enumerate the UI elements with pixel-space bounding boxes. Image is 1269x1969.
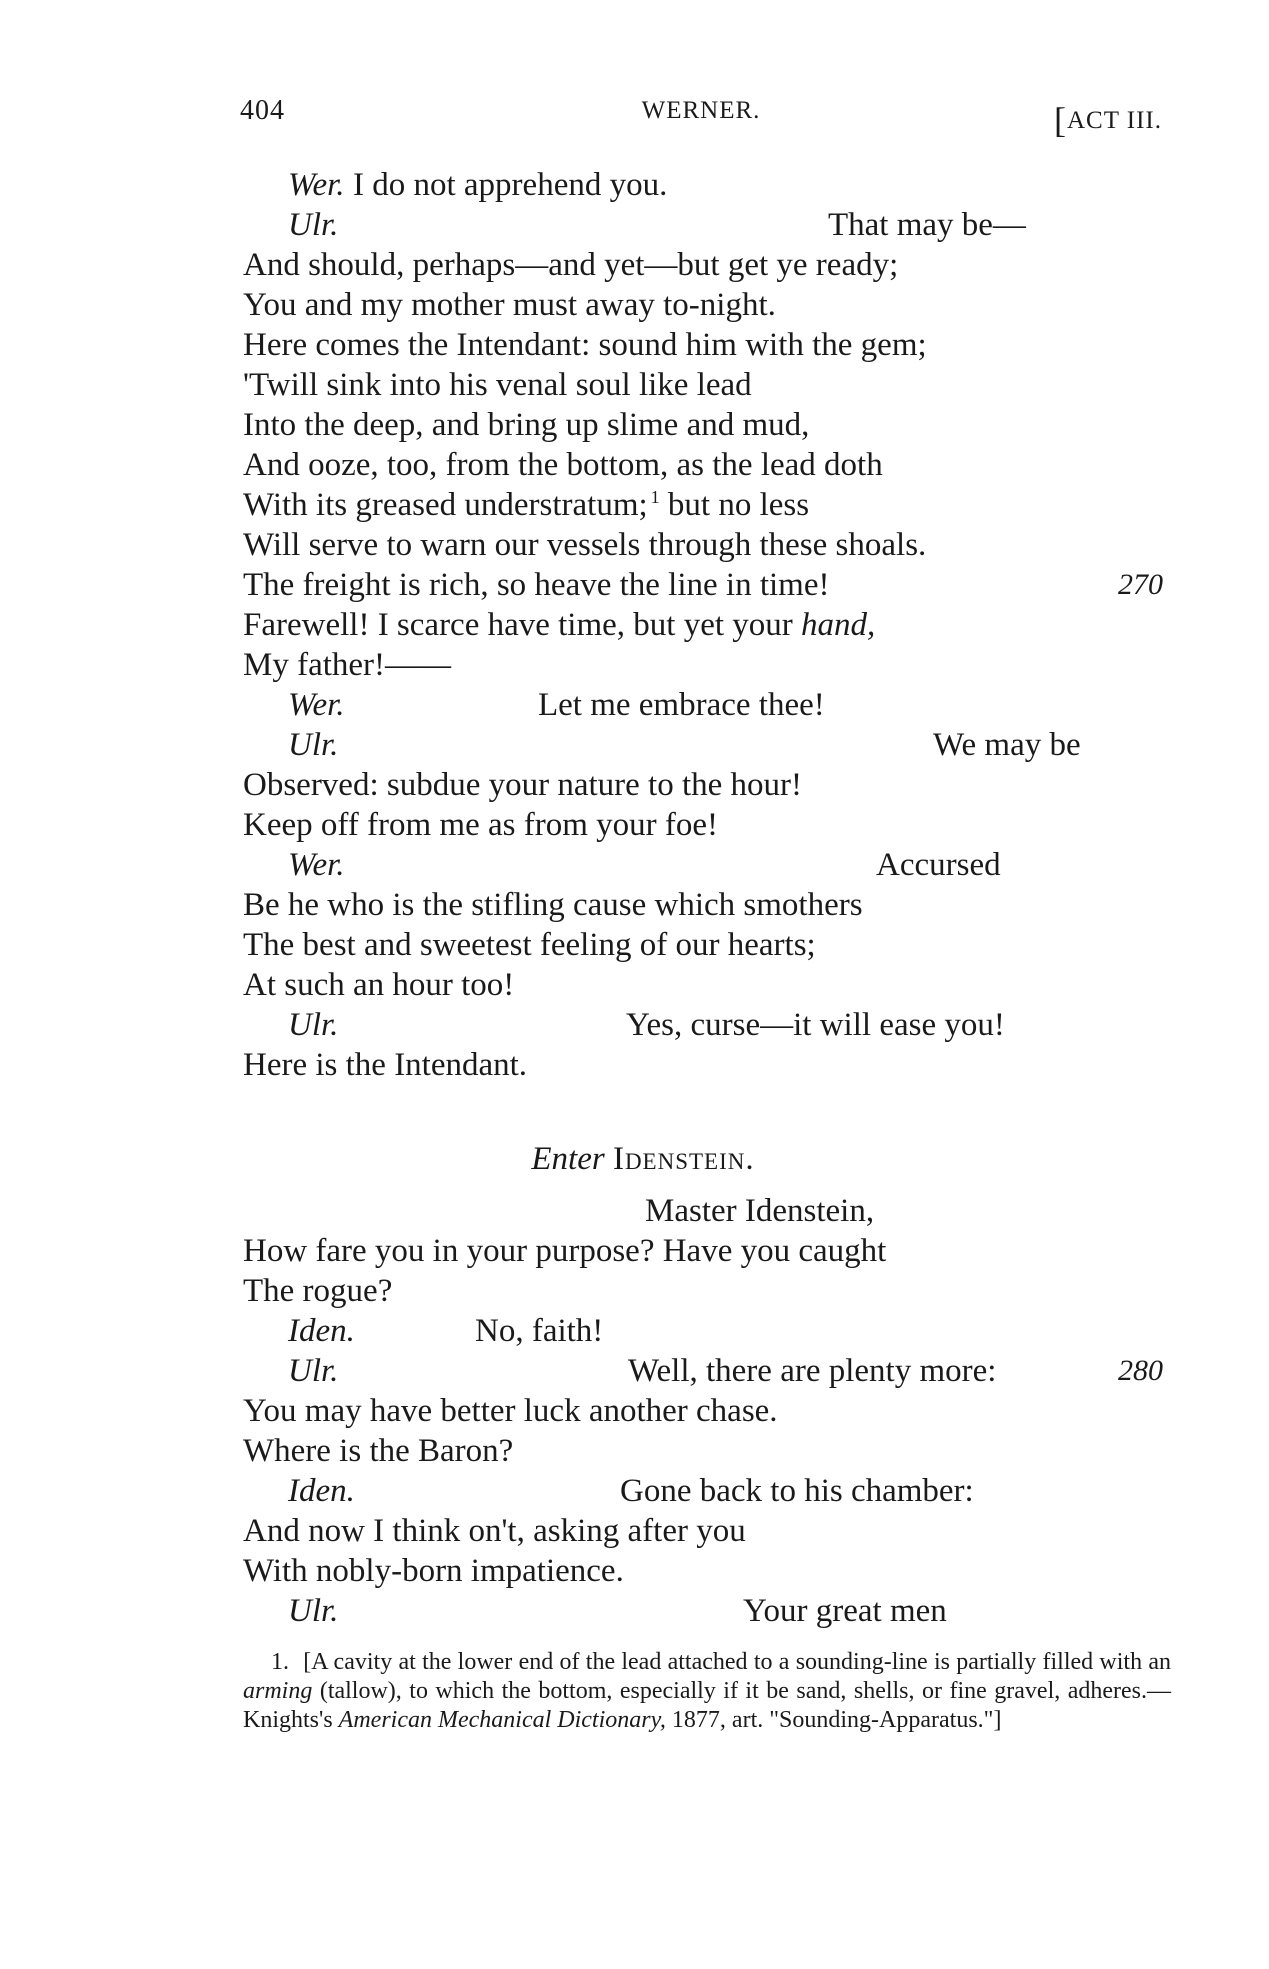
line-number: 280 (1118, 1354, 1163, 1387)
line-text: Let me embrace thee! (538, 687, 825, 723)
stage-direction-enter: Enter (531, 1141, 605, 1177)
speaker: Ulr. (288, 727, 339, 763)
verse-line (243, 445, 1163, 485)
line-text: The freight is rich, so heave the line in time! (243, 567, 830, 603)
verse-line (243, 1471, 1163, 1511)
line-text: Master Idenstein, (645, 1193, 875, 1229)
verse-line (243, 245, 1163, 285)
line-text: The best and sweetest feeling of our hearts; (243, 927, 816, 963)
line-number: 270 (1118, 568, 1163, 601)
line-text: The rogue? (243, 1273, 393, 1309)
line-text: Here is the Intendant. (243, 1047, 528, 1083)
verse-line (243, 405, 1163, 445)
line-text: Gone back to his chamber: (620, 1473, 974, 1509)
footnote-italic: arming (243, 1678, 313, 1704)
line-text: We may be (933, 727, 1081, 763)
speaker: Iden. (288, 1313, 355, 1349)
verse-line (243, 1591, 1163, 1631)
line-text: Farewell! I scarce have time, but yet your (243, 607, 793, 643)
verse-line (243, 1391, 1163, 1431)
speaker: Ulr. (288, 1593, 339, 1629)
running-title: WERNER. (641, 97, 761, 124)
speaker: Wer. (288, 167, 345, 203)
line-text: With nobly-born impatience. (243, 1553, 624, 1589)
verse-line (243, 1271, 1163, 1311)
line-text: I do not apprehend you. (353, 167, 668, 203)
verse-line (243, 845, 1163, 885)
verse-line (243, 605, 1163, 645)
verse-line (243, 1431, 1163, 1471)
verse-line (243, 165, 1163, 205)
line-text: Keep off from me as from your foe! (243, 807, 718, 843)
verse-line (243, 525, 1163, 565)
line-text: Well, there are plenty more: (628, 1353, 997, 1389)
footnote-text: [A cavity at the lower end of the lead attached to a sounding-line is partially filled with an (303, 1649, 1172, 1675)
line-text: And ooze, too, from the bottom, as the lead doth (243, 447, 883, 483)
stage-direction (243, 1139, 1163, 1179)
act-bracket: [ (1053, 100, 1067, 140)
line-text: Your great men (743, 1593, 947, 1629)
line-text: Where is the Baron? (243, 1433, 514, 1469)
speaker: Ulr. (288, 1007, 339, 1043)
verse-line (243, 285, 1163, 325)
verse-text (243, 165, 1163, 1631)
act-marker (1053, 95, 1162, 140)
verse-line (243, 1511, 1163, 1551)
verse-line (243, 645, 1163, 685)
line-text: 'Twill sink into his venal soul like lead (243, 367, 752, 403)
verse-line (243, 1191, 1163, 1231)
footnote-text: (tallow), to which the bottom, especially if it be sand, shells, or fine gravel, adheres.—Knights's (243, 1678, 1172, 1733)
running-header (240, 95, 1162, 140)
line-text: At such an hour too! (243, 967, 515, 1003)
verse-line (243, 885, 1163, 925)
line-text-continued: but no less (667, 487, 810, 523)
stage-direction-name: Idenstein. (612, 1141, 755, 1177)
line-text: How fare you in your purpose? Have you caught (243, 1233, 887, 1269)
speaker: Ulr. (288, 1353, 339, 1389)
speaker: Wer. (288, 687, 345, 723)
footnote-citation-title: American Mechanical Dictionary, (338, 1707, 666, 1733)
line-text: No, faith! (475, 1313, 604, 1349)
line-text: You may have better luck another chase. (243, 1393, 778, 1429)
verse-line (243, 565, 1163, 605)
verse-line (243, 205, 1163, 245)
line-text: Into the deep, and bring up slime and mud, (243, 407, 810, 443)
line-text: Here comes the Intendant: sound him with the gem; (243, 327, 927, 363)
line-text: My father!—— (243, 647, 452, 683)
verse-line (243, 685, 1163, 725)
verse-line (243, 1005, 1163, 1045)
line-text: You and my mother must away to-night. (243, 287, 776, 323)
verse-line (243, 925, 1163, 965)
verse-line (243, 485, 1163, 525)
speaker: Wer. (288, 847, 345, 883)
verse-line (243, 765, 1163, 805)
verse-line (243, 365, 1163, 405)
page-number: 404 (240, 95, 285, 126)
line-italic-tail: hand, (801, 607, 876, 643)
line-text: Will serve to warn our vessels through these shoals. (243, 527, 927, 563)
verse-line (243, 965, 1163, 1005)
footnote-ref[interactable]: 1 (650, 487, 660, 507)
verse-line (243, 725, 1163, 765)
line-text: With its greased understratum; (243, 487, 648, 523)
line-text: Accursed (876, 847, 1001, 883)
verse-line (243, 805, 1163, 845)
footnote (243, 1648, 1171, 1735)
line-text: And should, perhaps—and yet—but get ye ready; (243, 247, 899, 283)
line-text: That may be— (828, 207, 1026, 243)
line-text: And now I think on't, asking after you (243, 1513, 746, 1549)
line-text: Observed: subdue your nature to the hour! (243, 767, 803, 803)
verse-line (243, 1045, 1163, 1085)
speaker: Iden. (288, 1473, 355, 1509)
verse-line (243, 1231, 1163, 1271)
verse-line (243, 325, 1163, 365)
footnote-number: 1. (271, 1649, 289, 1675)
verse-line (243, 1551, 1163, 1591)
line-text: Be he who is the stifling cause which smothers (243, 887, 863, 923)
speaker: Ulr. (288, 207, 339, 243)
act-label: ACT III. (1066, 107, 1162, 134)
verse-line (243, 1311, 1163, 1351)
verse-line (243, 1351, 1163, 1391)
line-text: Yes, curse—it will ease you! (626, 1007, 1005, 1043)
footnote-text: 1877, art. "Sounding-Apparatus."] (671, 1707, 1002, 1733)
